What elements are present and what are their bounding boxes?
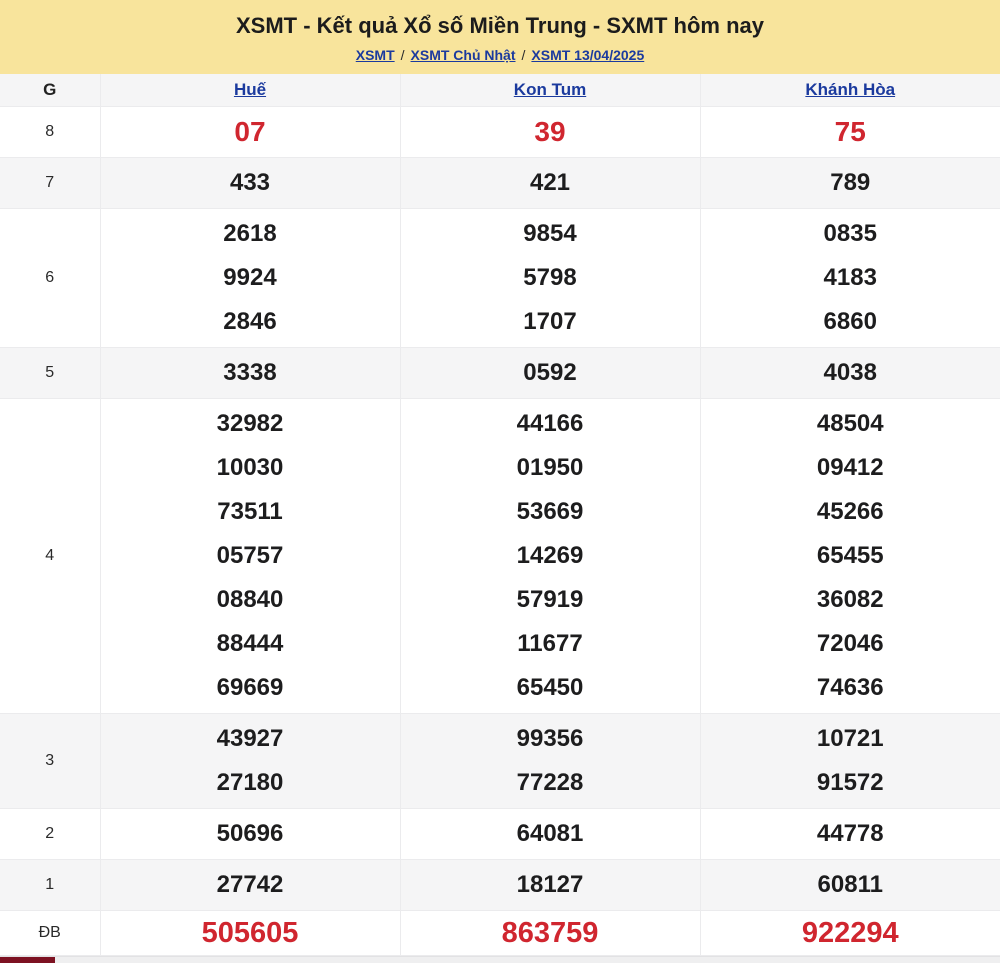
breadcrumb-link-xsmt-date[interactable]: XSMT 13/04/2025 [531, 47, 644, 63]
result-cell [100, 713, 400, 808]
result-number: 5798 [401, 256, 700, 300]
table-row [0, 713, 1000, 808]
result-number: 01950 [401, 446, 700, 490]
column-link-kon-tum[interactable]: Kon Tum [514, 80, 586, 99]
result-number: 421 [401, 161, 700, 205]
result-number: 88444 [101, 622, 400, 666]
prize-label: 7 [0, 157, 100, 208]
result-cell [400, 398, 700, 713]
result-cell [400, 808, 700, 859]
result-cell [100, 347, 400, 398]
breadcrumb-link-xsmt-chu-nhat[interactable]: XSMT Chủ Nhật [411, 47, 516, 63]
result-cell [700, 347, 1000, 398]
result-cell [400, 347, 700, 398]
result-cell [700, 808, 1000, 859]
results-table-header [0, 74, 1000, 106]
column-link-khanh-hoa[interactable]: Khánh Hòa [805, 80, 895, 99]
result-cell [100, 157, 400, 208]
result-cell [700, 208, 1000, 347]
result-number: 2618 [101, 212, 400, 256]
result-number: 65450 [401, 666, 700, 710]
result-number: 91572 [701, 761, 1000, 805]
result-number: 44778 [701, 812, 1000, 856]
result-number: 65455 [701, 534, 1000, 578]
result-number: 09412 [701, 446, 1000, 490]
result-number: 27180 [101, 761, 400, 805]
results-body [0, 106, 1000, 955]
result-number: 64081 [401, 812, 700, 856]
page-title: XSMT - Kết quả Xổ số Miền Trung - SXMT hôm nay [10, 13, 990, 39]
result-number: 433 [101, 161, 400, 205]
result-number: 73511 [101, 490, 400, 534]
prize-label: 3 [0, 713, 100, 808]
result-number: 74636 [701, 666, 1000, 710]
result-number: 08840 [101, 578, 400, 622]
active-tab-indicator [0, 957, 55, 963]
result-cell [700, 398, 1000, 713]
result-cell [100, 398, 400, 713]
result-number: 0592 [401, 351, 700, 395]
result-number: 50696 [101, 812, 400, 856]
result-number: 69669 [101, 666, 400, 710]
prize-label: 1 [0, 859, 100, 910]
result-number: 6860 [701, 300, 1000, 344]
prize-label: 8 [0, 106, 100, 157]
result-number: 72046 [701, 622, 1000, 666]
column-header-kon-tum [400, 74, 700, 106]
breadcrumb-separator: / [522, 47, 526, 63]
result-cell [100, 106, 400, 157]
table-row [0, 106, 1000, 157]
result-number: 18127 [401, 863, 700, 907]
result-number: 53669 [401, 490, 700, 534]
result-number: 45266 [701, 490, 1000, 534]
table-row [0, 347, 1000, 398]
breadcrumb-link-xsmt[interactable]: XSMT [356, 47, 395, 63]
result-cell [400, 106, 700, 157]
result-cell [700, 910, 1000, 955]
result-number: 43927 [101, 717, 400, 761]
result-number: 789 [701, 161, 1000, 205]
page-header [0, 0, 1000, 74]
result-cell [100, 808, 400, 859]
result-number: 05757 [101, 534, 400, 578]
result-number: 48504 [701, 402, 1000, 446]
result-number: 77228 [401, 761, 700, 805]
breadcrumb-separator: / [401, 47, 405, 63]
table-row [0, 910, 1000, 955]
result-number: 0835 [701, 212, 1000, 256]
result-number: 39 [401, 110, 700, 154]
result-number: 4183 [701, 256, 1000, 300]
result-number: 11677 [401, 622, 700, 666]
column-header-hue [100, 74, 400, 106]
result-cell [400, 910, 700, 955]
result-cell [100, 208, 400, 347]
result-number: 07 [101, 110, 400, 154]
header-row [0, 74, 1000, 106]
result-cell [700, 157, 1000, 208]
table-row [0, 859, 1000, 910]
result-cell [100, 859, 400, 910]
result-number: 9924 [101, 256, 400, 300]
prize-label: ĐB [0, 910, 100, 955]
table-row [0, 808, 1000, 859]
result-number: 863759 [401, 913, 700, 953]
result-number: 99356 [401, 717, 700, 761]
column-header-khanh-hoa [700, 74, 1000, 106]
result-cell [700, 713, 1000, 808]
result-cell [700, 859, 1000, 910]
result-cell [100, 910, 400, 955]
result-number: 44166 [401, 402, 700, 446]
result-number: 32982 [101, 402, 400, 446]
result-cell [400, 859, 700, 910]
prize-label: 4 [0, 398, 100, 713]
result-number: 10721 [701, 717, 1000, 761]
result-number: 9854 [401, 212, 700, 256]
result-number: 4038 [701, 351, 1000, 395]
result-number: 75 [701, 110, 1000, 154]
result-number: 60811 [701, 863, 1000, 907]
result-number: 2846 [101, 300, 400, 344]
result-number: 10030 [101, 446, 400, 490]
result-number: 14269 [401, 534, 700, 578]
table-row [0, 398, 1000, 713]
result-number: 922294 [701, 913, 1000, 953]
result-number: 1707 [401, 300, 700, 344]
result-number: 57919 [401, 578, 700, 622]
result-cell [400, 713, 700, 808]
breadcrumb [10, 46, 990, 64]
results-table [0, 74, 1000, 956]
prize-label: 5 [0, 347, 100, 398]
prize-label: 6 [0, 208, 100, 347]
result-number: 505605 [101, 913, 400, 953]
result-number: 36082 [701, 578, 1000, 622]
result-cell [700, 106, 1000, 157]
table-row [0, 208, 1000, 347]
result-number: 27742 [101, 863, 400, 907]
result-cell [400, 157, 700, 208]
prize-column-header: G [0, 74, 100, 106]
prize-label: 2 [0, 808, 100, 859]
result-cell [400, 208, 700, 347]
table-row [0, 157, 1000, 208]
result-number: 3338 [101, 351, 400, 395]
column-link-hue[interactable]: Huế [234, 80, 266, 99]
